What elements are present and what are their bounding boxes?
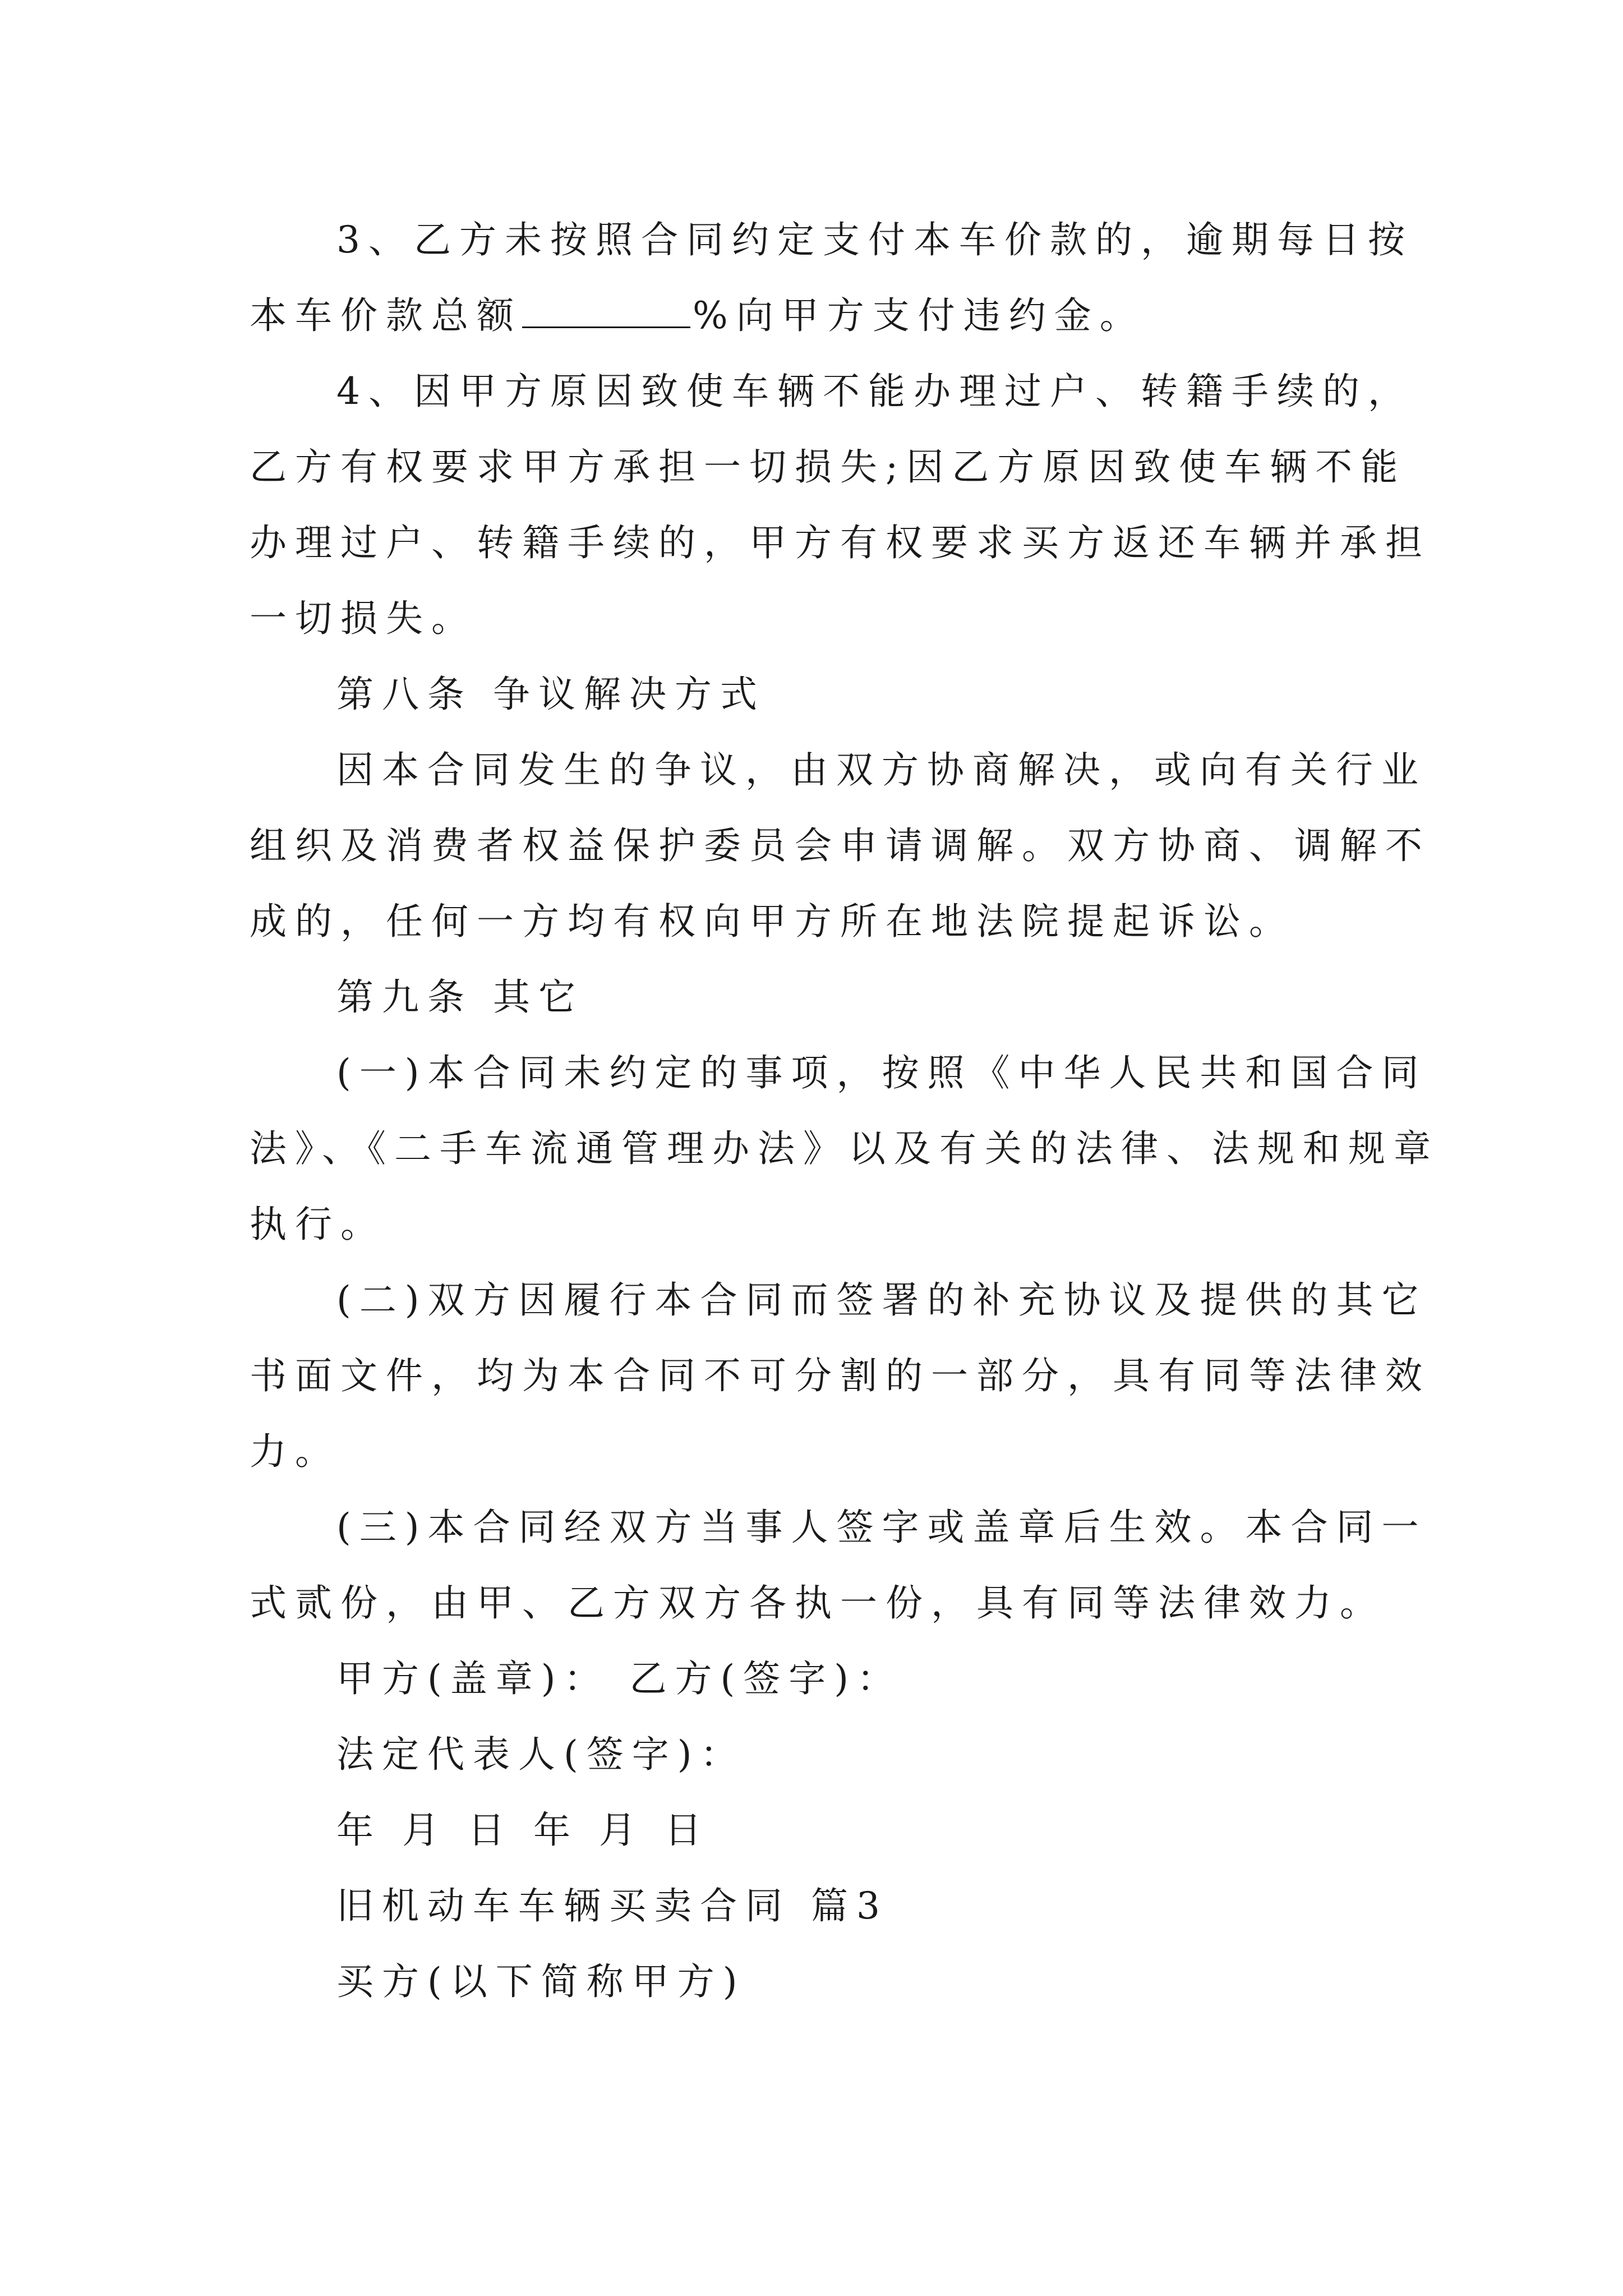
article-8-line-3: 成的，任何一方均有权向甲方所在地法院提起诉讼。: [250, 900, 1294, 943]
article-8-heading: 第八条 争议解决方式: [336, 673, 766, 716]
article-9-heading: 第九条 其它: [336, 976, 584, 1019]
text-segment: %向甲方支付违约金。: [693, 294, 1145, 337]
article-9-item-1-line-3: 执行。: [250, 1203, 386, 1246]
article-9-item-1-line-2: 法》、《二手车流通管理办法》以及有关的法律、法规和规章: [250, 1127, 1439, 1170]
article-9-item-3-line-1: (三)本合同经双方当事人签字或盖章后生效。本合同一: [336, 1506, 1427, 1549]
contract-title-part-3: 旧机动车车辆买卖合同 篇3: [336, 1884, 888, 1927]
signature-parties: 甲方(盖章)： 乙方(签字)：: [336, 1657, 902, 1700]
article-9-item-2-line-3: 力。: [250, 1430, 340, 1473]
clause-7-3-line-2: [250, 294, 1145, 337]
article-9-item-2-line-1: (二)双方因履行本合同而签署的补充协议及提供的其它: [336, 1278, 1427, 1322]
text-segment: 本车价款总额: [250, 294, 522, 337]
buyer-line: 买方(以下简称甲方): [336, 1960, 746, 2003]
fill-in-blank: [522, 297, 690, 328]
article-9-item-2-line-2: 书面文件，均为本合同不可分割的一部分，具有同等法律效: [250, 1354, 1431, 1397]
clause-7-4-line-4: 一切损失。: [250, 597, 477, 640]
article-9-item-3-line-2: 式贰份，由甲、乙方双方各执一份，具有同等法律效力。: [250, 1581, 1385, 1625]
clause-7-4-line-3: 办理过户、转籍手续的，甲方有权要求买方返还车辆并承担: [250, 521, 1431, 564]
article-8-line-2: 组织及消费者权益保护委员会申请调解。双方协商、调解不: [250, 824, 1431, 867]
clause-7-4-line-1: 4、因甲方原因致使车辆不能办理过户、转籍手续的，: [336, 370, 1413, 413]
clause-7-4-line-2: 乙方有权要求甲方承担一切损失;因乙方原因致使车辆不能: [250, 445, 1407, 489]
article-8-line-1: 因本合同发生的争议，由双方协商解决，或向有关行业: [336, 748, 1427, 792]
article-9-item-1-line-1: (一)本合同未约定的事项，按照《中华人民共和国合同: [336, 1051, 1427, 1094]
signature-dates: 年 月 日 年 月 日: [336, 1809, 710, 1852]
clause-7-3-line-1: 3、乙方未按照合同约定支付本车价款的，逾期每日按: [336, 218, 1413, 261]
legal-representative: 法定代表人(签字)：: [336, 1733, 746, 1776]
